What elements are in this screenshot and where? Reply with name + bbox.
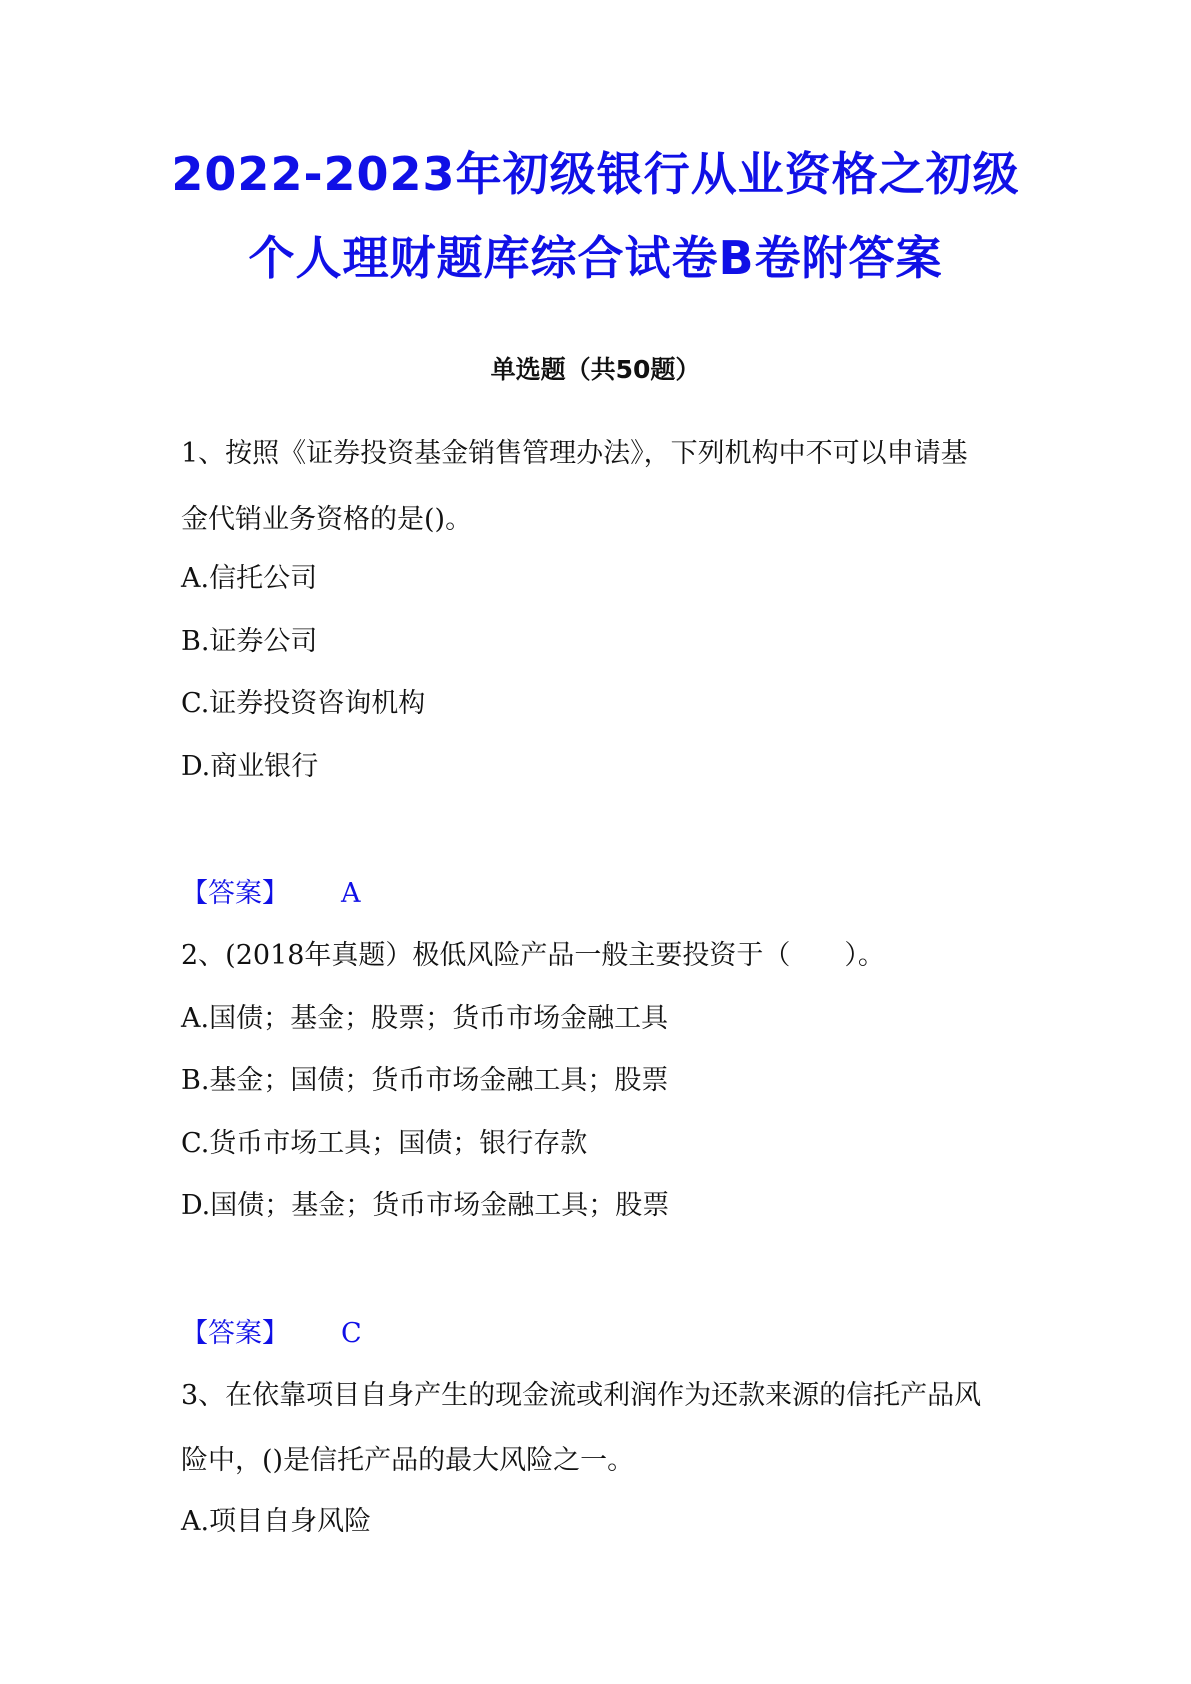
question-1-option-a: A.信托公司 bbox=[181, 563, 318, 594]
question-3-option-a: A.项目自身风险 bbox=[181, 1506, 372, 1537]
question-2-option-d: D.国债；基金；货币市场金融工具；股票 bbox=[181, 1190, 670, 1221]
question-1-answer bbox=[181, 880, 361, 907]
question-3-stem-line-2: 险中，()是信托产品的最大风险之一。 bbox=[181, 1445, 635, 1476]
question-1-option-d: D.商业银行 bbox=[181, 751, 319, 782]
document-title-line-2: 个人理财题库综合试卷B卷附答案 bbox=[248, 231, 943, 285]
document-title-line-1: 2022-2023年初级银行从业资格之初级 bbox=[171, 147, 1020, 201]
question-2-option-a: A.国债；基金；股票；货币市场金融工具 bbox=[181, 1003, 669, 1034]
question-2-answer bbox=[181, 1320, 362, 1347]
question-1-stem-line-1: 1、按照《证券投资基金销售管理办法》，下列机构中不可以申请基 bbox=[181, 438, 968, 469]
question-2-stem: 2、(2018年真题）极低风险产品一般主要投资于（ ）。 bbox=[181, 940, 885, 971]
question-1-option-c: C.证券投资咨询机构 bbox=[181, 688, 426, 719]
section-heading: 单选题（共50题） bbox=[490, 355, 701, 384]
answer-value: A bbox=[341, 878, 361, 909]
question-2-option-b: B.基金；国债；货币市场金融工具；股票 bbox=[181, 1065, 669, 1096]
question-2-option-c: C.货币市场工具；国债；银行存款 bbox=[181, 1128, 588, 1159]
question-1-stem-line-2: 金代销业务资格的是()。 bbox=[181, 504, 473, 535]
answer-label: 【答案】 bbox=[181, 878, 289, 909]
question-1-option-b: B.证券公司 bbox=[181, 626, 318, 657]
question-3-stem-line-1: 3、在依靠项目自身产生的现金流或利润作为还款来源的信托产品风 bbox=[181, 1380, 982, 1411]
answer-label: 【答案】 bbox=[181, 1318, 289, 1349]
answer-value: C bbox=[341, 1318, 362, 1349]
